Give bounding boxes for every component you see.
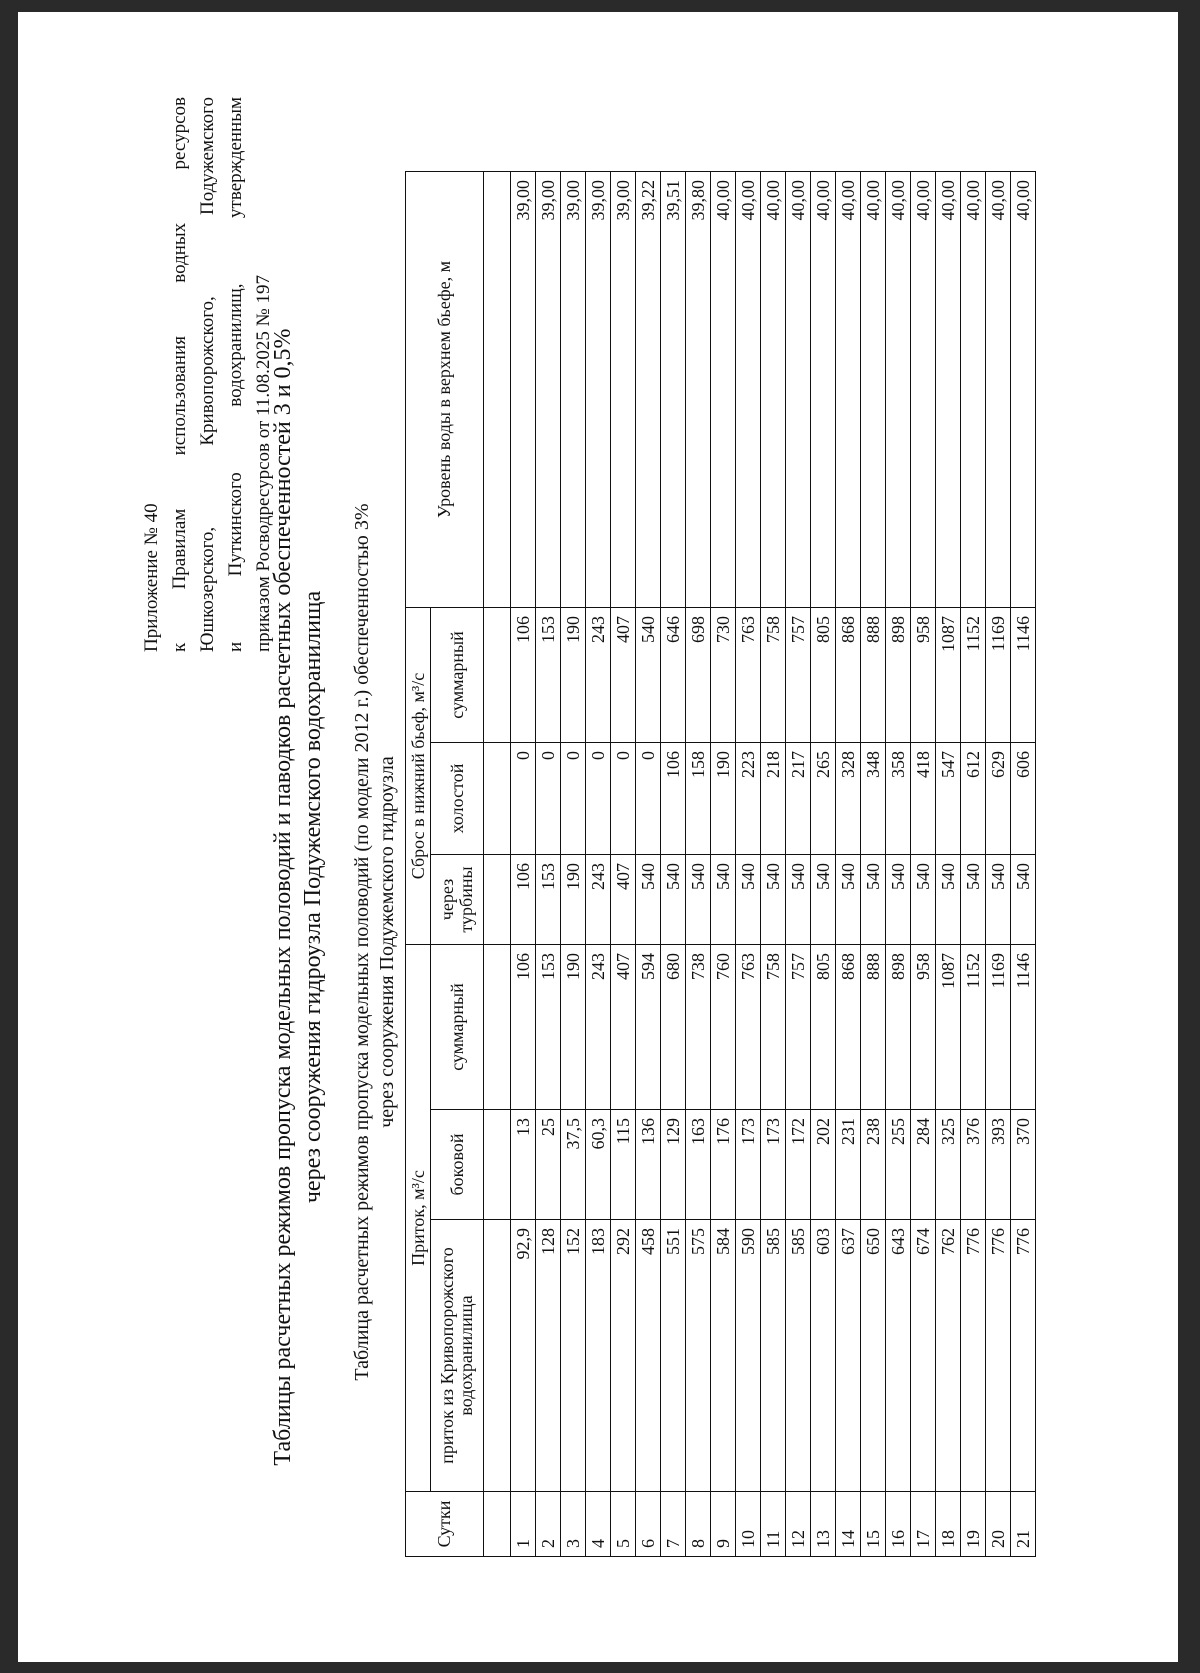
level-cell: 40,00: [1011, 172, 1036, 608]
title-line: через сооружения гидроузла Подужемского водохранилища: [300, 590, 326, 1204]
blank-row: [484, 172, 511, 1557]
level-cell: 40,00: [986, 172, 1011, 608]
discharge-idle-cell: 348: [861, 743, 886, 855]
table-row: [611, 172, 636, 1557]
inflow-krivoporozh-cell: 575: [686, 1220, 711, 1492]
table-row: [736, 172, 761, 1557]
level-cell: 39,00: [561, 172, 586, 608]
inflow-total-cell: 958: [911, 945, 936, 1110]
discharge-idle-cell: 0: [511, 743, 536, 855]
discharge-turbines-cell: 540: [936, 855, 961, 945]
day-cell: 19: [961, 1492, 986, 1557]
day-cell: 12: [786, 1492, 811, 1557]
level-cell: 39,00: [586, 172, 611, 608]
day-cell: 20: [986, 1492, 1011, 1557]
discharge-turbines-cell: 540: [986, 855, 1011, 945]
level-cell: 40,00: [736, 172, 761, 608]
table-row: [961, 172, 986, 1557]
discharge-idle-cell: 629: [986, 743, 1011, 855]
discharge-idle-cell: 328: [836, 743, 861, 855]
discharge-total-cell: 646: [661, 608, 686, 743]
day-cell: 13: [811, 1492, 836, 1557]
discharge-total-cell: 888: [861, 608, 886, 743]
inflow-total-cell: 868: [836, 945, 861, 1110]
inflow-side-cell: 163: [686, 1110, 711, 1220]
level-cell: 39,22: [636, 172, 661, 608]
day-cell: 21: [1011, 1492, 1036, 1557]
inflow-total-cell: 1169: [986, 945, 1011, 1110]
inflow-krivoporozh-cell: 776: [986, 1220, 1011, 1492]
table-row: [1011, 172, 1036, 1557]
inflow-total-cell: 106: [511, 945, 536, 1110]
header-discharge: Сброс в нижний бьеф, м³/с: [406, 608, 431, 945]
day-cell: 6: [636, 1492, 661, 1557]
inflow-krivoporozh-cell: 674: [911, 1220, 936, 1492]
level-cell: 40,00: [786, 172, 811, 608]
table-row: [661, 172, 686, 1557]
day-cell: 9: [711, 1492, 736, 1557]
inflow-total-cell: 594: [636, 945, 661, 1110]
rotated-landscape-page: [18, 12, 1178, 1662]
inflow-krivoporozh-cell: 183: [586, 1220, 611, 1492]
inflow-krivoporozh-cell: 776: [1011, 1220, 1036, 1492]
inflow-side-cell: 202: [811, 1110, 836, 1220]
day-cell: 4: [586, 1492, 611, 1557]
discharge-total-cell: 540: [636, 608, 661, 743]
day-cell: 8: [686, 1492, 711, 1557]
inflow-krivoporozh-cell: 650: [861, 1220, 886, 1492]
table-caption: [350, 242, 400, 1642]
inflow-krivoporozh-cell: 585: [786, 1220, 811, 1492]
discharge-idle-cell: 418: [911, 743, 936, 855]
inflow-side-cell: 173: [736, 1110, 761, 1220]
table-row: [586, 172, 611, 1557]
inflow-side-cell: 13: [511, 1110, 536, 1220]
annex-line: приказом Росводресурсов от 11.08.2025 № 197: [253, 275, 274, 652]
discharge-turbines-cell: 540: [886, 855, 911, 945]
discharge-turbines-cell: 540: [836, 855, 861, 945]
inflow-total-cell: 1087: [936, 945, 961, 1110]
inflow-side-cell: 255: [886, 1110, 911, 1220]
day-cell: 17: [911, 1492, 936, 1557]
discharge-turbines-cell: 540: [711, 855, 736, 945]
discharge-turbines-cell: 540: [911, 855, 936, 945]
discharge-turbines-cell: 243: [586, 855, 611, 945]
table-row: [711, 172, 736, 1557]
table-row: [911, 172, 936, 1557]
header-discharge-total: суммарный: [431, 608, 484, 743]
inflow-krivoporozh-cell: 92,9: [511, 1220, 536, 1492]
table-row: [686, 172, 711, 1557]
discharge-total-cell: 805: [811, 608, 836, 743]
header-inflow-krivoporozh: приток из Кривопорожского водохранилища: [431, 1220, 484, 1492]
level-cell: 40,00: [961, 172, 986, 608]
inflow-side-cell: 129: [661, 1110, 686, 1220]
inflow-total-cell: 680: [661, 945, 686, 1110]
level-cell: 39,00: [536, 172, 561, 608]
caption-line: через сооружения Подужемского гидроузла: [376, 756, 398, 1128]
discharge-total-cell: 1146: [1011, 608, 1036, 743]
discharge-total-cell: 757: [786, 608, 811, 743]
level-cell: 40,00: [761, 172, 786, 608]
inflow-krivoporozh-cell: 152: [561, 1220, 586, 1492]
inflow-krivoporozh-cell: 776: [961, 1220, 986, 1492]
inflow-side-cell: 60,3: [586, 1110, 611, 1220]
level-cell: 40,00: [811, 172, 836, 608]
discharge-total-cell: 763: [736, 608, 761, 743]
discharge-idle-cell: 0: [636, 743, 661, 855]
table-row: [836, 172, 861, 1557]
discharge-idle-cell: 358: [886, 743, 911, 855]
level-cell: 39,00: [511, 172, 536, 608]
inflow-total-cell: 760: [711, 945, 736, 1110]
day-cell: 16: [886, 1492, 911, 1557]
level-cell: 40,00: [886, 172, 911, 608]
discharge-turbines-cell: 540: [761, 855, 786, 945]
discharge-turbines-cell: 407: [611, 855, 636, 945]
inflow-side-cell: 376: [961, 1110, 986, 1220]
discharge-turbines-cell: 540: [1011, 855, 1036, 945]
inflow-krivoporozh-cell: 584: [711, 1220, 736, 1492]
inflow-total-cell: 190: [561, 945, 586, 1110]
inflow-krivoporozh-cell: 292: [611, 1220, 636, 1492]
level-cell: 39,80: [686, 172, 711, 608]
inflow-total-cell: 153: [536, 945, 561, 1110]
inflow-krivoporozh-cell: 590: [736, 1220, 761, 1492]
inflow-side-cell: 136: [636, 1110, 661, 1220]
caption-line: Таблица расчетных режимов пропуска модельных половодий (по модели 2012 г.) обеспеченностью 3%: [351, 503, 373, 1381]
day-cell: 3: [561, 1492, 586, 1557]
header-day: Сутки: [406, 1492, 484, 1557]
inflow-total-cell: 757: [786, 945, 811, 1110]
inflow-krivoporozh-cell: 128: [536, 1220, 561, 1492]
discharge-turbines-cell: 540: [961, 855, 986, 945]
level-cell: 40,00: [861, 172, 886, 608]
inflow-krivoporozh-cell: 458: [636, 1220, 661, 1492]
level-cell: 39,51: [661, 172, 686, 608]
discharge-idle-cell: 606: [1011, 743, 1036, 855]
inflow-total-cell: 1146: [1011, 945, 1036, 1110]
inflow-krivoporozh-cell: 762: [936, 1220, 961, 1492]
discharge-total-cell: 407: [611, 608, 636, 743]
table-row: [936, 172, 961, 1557]
inflow-total-cell: 243: [586, 945, 611, 1110]
inflow-side-cell: 325: [936, 1110, 961, 1220]
discharge-idle-cell: 190: [711, 743, 736, 855]
discharge-idle-cell: 0: [611, 743, 636, 855]
inflow-side-cell: 370: [1011, 1110, 1036, 1220]
day-cell: 15: [861, 1492, 886, 1557]
discharge-total-cell: 958: [911, 608, 936, 743]
discharge-idle-cell: 265: [811, 743, 836, 855]
annex-number: Приложение № 40: [141, 503, 162, 652]
discharge-turbines-cell: 190: [561, 855, 586, 945]
discharge-turbines-cell: 540: [861, 855, 886, 945]
discharge-total-cell: 106: [511, 608, 536, 743]
discharge-total-cell: 898: [886, 608, 911, 743]
day-cell: 10: [736, 1492, 761, 1557]
discharge-idle-cell: 106: [661, 743, 686, 855]
discharge-total-cell: 243: [586, 608, 611, 743]
discharge-total-cell: 698: [686, 608, 711, 743]
annex-header: [138, 97, 278, 652]
inflow-side-cell: 284: [911, 1110, 936, 1220]
annex-line: к Правилам использования водных ресурсов: [169, 97, 190, 652]
day-cell: 2: [536, 1492, 561, 1557]
inflow-side-cell: 238: [861, 1110, 886, 1220]
table-row: [536, 172, 561, 1557]
discharge-total-cell: 758: [761, 608, 786, 743]
inflow-side-cell: 393: [986, 1110, 1011, 1220]
table-row: [886, 172, 911, 1557]
header-discharge-idle: холостой: [431, 743, 484, 855]
discharge-idle-cell: 547: [936, 743, 961, 855]
discharge-total-cell: 190: [561, 608, 586, 743]
header-discharge-turbines: через турбины: [431, 855, 484, 945]
discharge-turbines-cell: 106: [511, 855, 536, 945]
table-row: [761, 172, 786, 1557]
inflow-side-cell: 115: [611, 1110, 636, 1220]
annex-line: Юшкозерского, Кривопорожского, Подужемского: [197, 97, 218, 652]
discharge-total-cell: 1169: [986, 608, 1011, 743]
inflow-side-cell: 25: [536, 1110, 561, 1220]
table-row: [861, 172, 886, 1557]
inflow-total-cell: 1152: [961, 945, 986, 1110]
inflow-side-cell: 37,5: [561, 1110, 586, 1220]
discharge-total-cell: 153: [536, 608, 561, 743]
header-inflow-total: суммарный: [431, 945, 484, 1110]
table-row: [986, 172, 1011, 1557]
level-cell: 40,00: [836, 172, 861, 608]
discharge-idle-cell: 0: [586, 743, 611, 855]
inflow-krivoporozh-cell: 637: [836, 1220, 861, 1492]
inflow-side-cell: 231: [836, 1110, 861, 1220]
inflow-krivoporozh-cell: 585: [761, 1220, 786, 1492]
discharge-turbines-cell: 540: [661, 855, 686, 945]
day-cell: 1: [511, 1492, 536, 1557]
inflow-side-cell: 176: [711, 1110, 736, 1220]
level-cell: 40,00: [936, 172, 961, 608]
discharge-total-cell: 730: [711, 608, 736, 743]
day-cell: 5: [611, 1492, 636, 1557]
discharge-idle-cell: 218: [761, 743, 786, 855]
table-row: [811, 172, 836, 1557]
table-row: [636, 172, 661, 1557]
inflow-krivoporozh-cell: 643: [886, 1220, 911, 1492]
discharge-idle-cell: 223: [736, 743, 761, 855]
level-cell: 40,00: [911, 172, 936, 608]
header-inflow: Приток, м³/с: [406, 945, 431, 1492]
inflow-krivoporozh-cell: 603: [811, 1220, 836, 1492]
inflow-total-cell: 758: [761, 945, 786, 1110]
table-row: [511, 172, 536, 1557]
level-cell: 40,00: [711, 172, 736, 608]
header-row: [406, 172, 431, 1557]
document-page: [18, 12, 1178, 1662]
discharge-turbines-cell: 153: [536, 855, 561, 945]
discharge-turbines-cell: 540: [811, 855, 836, 945]
inflow-total-cell: 763: [736, 945, 761, 1110]
discharge-idle-cell: 612: [961, 743, 986, 855]
title-line: Таблицы расчетных режимов пропуска модельных половодий и паводков расчетных обеспеченностей 3 и 0,5%: [270, 328, 296, 1466]
discharge-turbines-cell: 540: [636, 855, 661, 945]
discharge-idle-cell: 217: [786, 743, 811, 855]
inflow-total-cell: 898: [886, 945, 911, 1110]
table-row: [561, 172, 586, 1557]
inflow-krivoporozh-cell: 551: [661, 1220, 686, 1492]
regime-table: [405, 171, 1036, 1557]
inflow-total-cell: 407: [611, 945, 636, 1110]
header-level: Уровень воды в верхнем бьефе, м: [406, 172, 484, 608]
inflow-side-cell: 173: [761, 1110, 786, 1220]
document-title: [268, 152, 328, 1642]
discharge-turbines-cell: 540: [786, 855, 811, 945]
inflow-total-cell: 888: [861, 945, 886, 1110]
level-cell: 39,00: [611, 172, 636, 608]
header-inflow-side: боковой: [431, 1110, 484, 1220]
discharge-turbines-cell: 540: [736, 855, 761, 945]
day-cell: 18: [936, 1492, 961, 1557]
discharge-total-cell: 1087: [936, 608, 961, 743]
day-cell: 7: [661, 1492, 686, 1557]
annex-line: и Путкинского водохранилищ, утвержденным: [225, 97, 246, 652]
discharge-idle-cell: 158: [686, 743, 711, 855]
discharge-idle-cell: 0: [536, 743, 561, 855]
day-cell: 11: [761, 1492, 786, 1557]
table-row: [786, 172, 811, 1557]
inflow-total-cell: 805: [811, 945, 836, 1110]
inflow-side-cell: 172: [786, 1110, 811, 1220]
day-cell: 14: [836, 1492, 861, 1557]
discharge-idle-cell: 0: [561, 743, 586, 855]
discharge-total-cell: 868: [836, 608, 861, 743]
inflow-total-cell: 738: [686, 945, 711, 1110]
discharge-total-cell: 1152: [961, 608, 986, 743]
table-body: [511, 172, 1036, 1557]
discharge-turbines-cell: 540: [686, 855, 711, 945]
